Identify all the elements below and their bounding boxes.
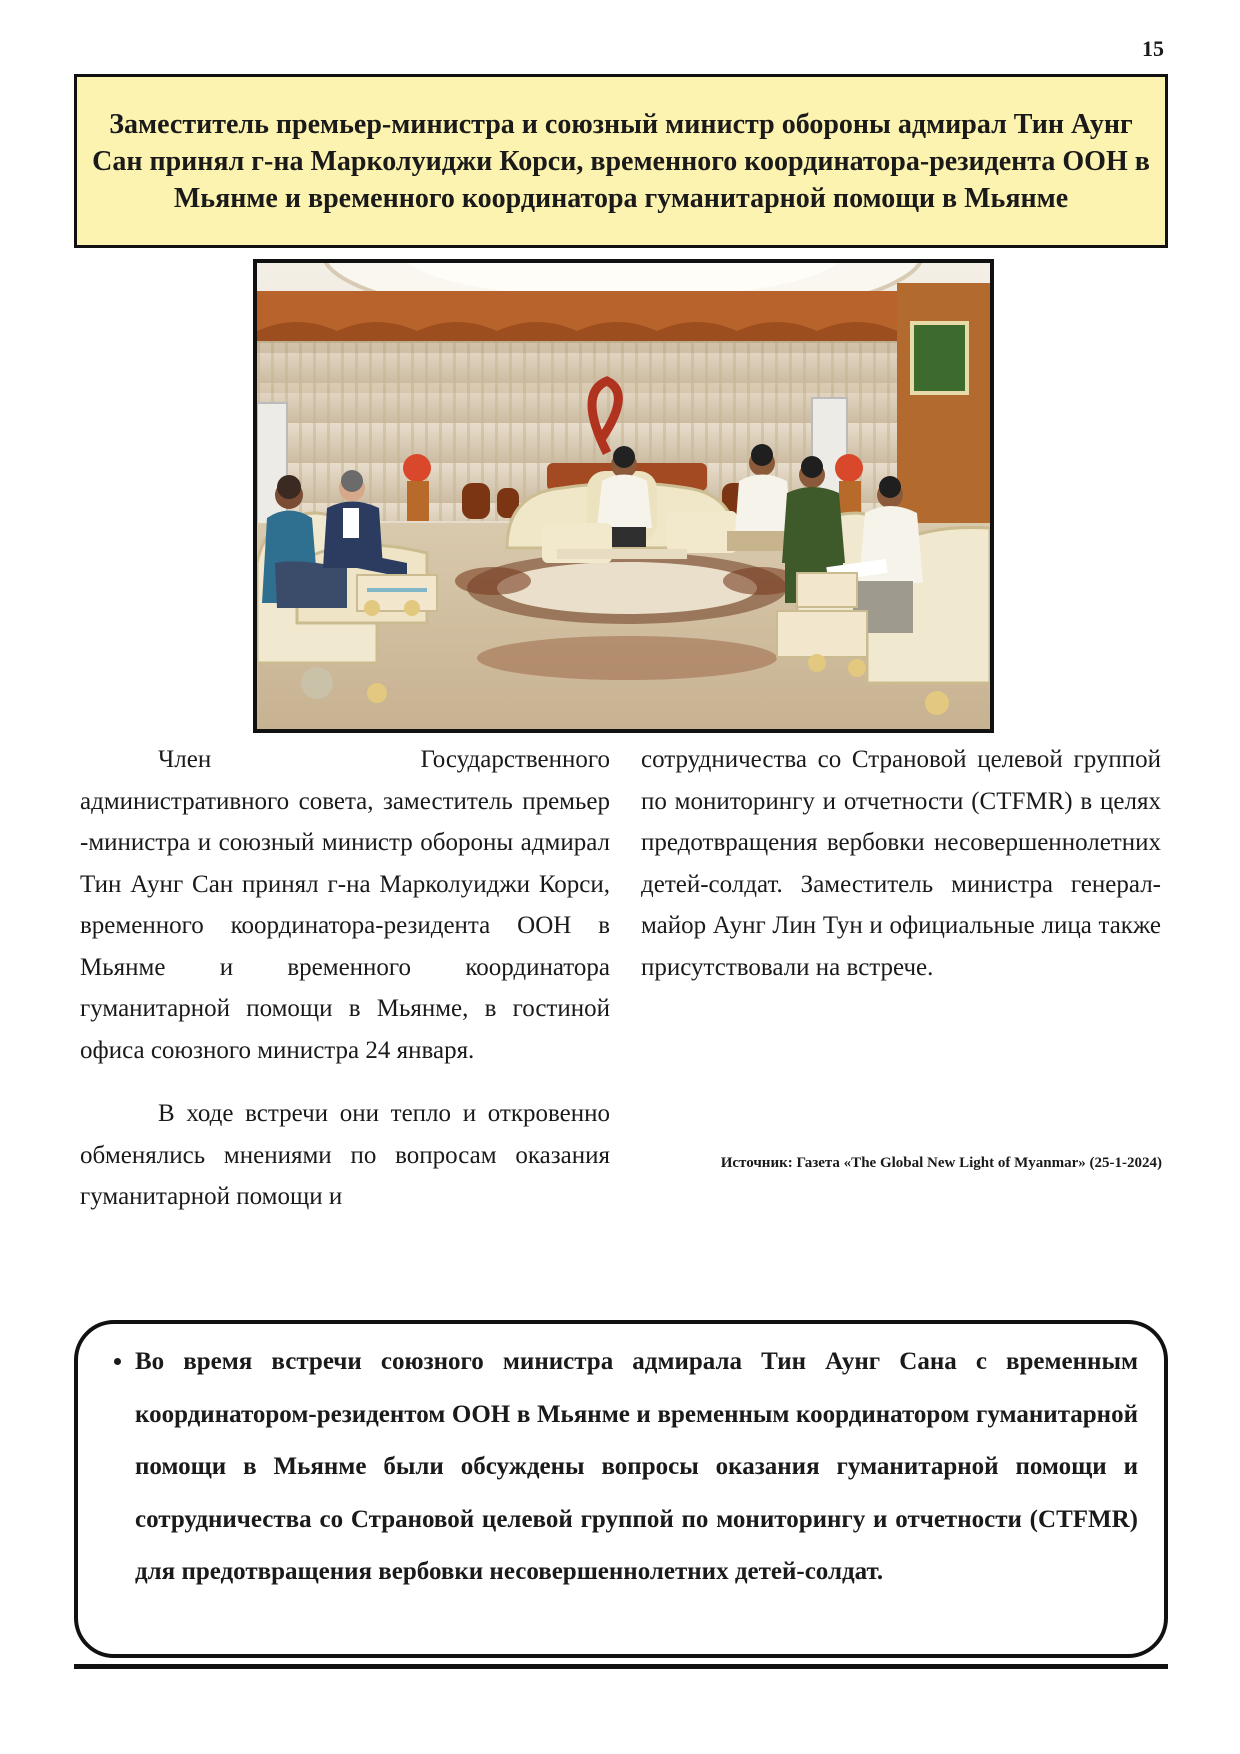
article-paragraph-1: Член Государственного административного совета, заместитель премьер -министра и союзный министр обороны адмирал Тин Аунг Сан принял г-на Марколуиджи Корси, временного координатора-резидента ООН в Мьянме и временного координатора гуманитарной помощи в Мьянме, в гостиной офиса союзного министра 24 января. [80, 746, 610, 1064]
page-number: 15 [1142, 36, 1164, 61]
article-left-column [80, 739, 610, 1218]
source-citation: Источник: Газета «The Global New Light of Myanmar» (25-1-2024) [720, 1155, 1162, 1171]
summary-list [78, 1324, 1164, 1599]
headline-box [74, 74, 1168, 248]
summary-box [74, 1320, 1168, 1658]
article-right-column [641, 739, 1161, 988]
headline: Заместитель премьер-министра и союзный министр обороны адмирал Тин Аунг Сан принял г-на Марколуиджи Корси, временного координатора-резидента ООН в Мьянме и временного координатора гуманитарной помощи в Мьянме [92, 108, 1150, 214]
bottom-rule [74, 1664, 1168, 1669]
article-paragraph-3: сотрудничества со Страновой целевой группой по мониторингу и отчетности (CTFMR) в целях предотвращения вербовки несовершеннолетних детей-солдат. Заместитель министра генерал-майор Аунг Лин Тун и официальные лица также присутствовали на встрече. [641, 746, 1161, 981]
summary-bullet: • Во время встречи союзного министра адмирала Тин Аунг Сана с временным координатором-резидентом ООН в Мьянме и временным координатором гуманитарной помощи в Мьянме были обсуждены вопросы оказания гуманитарной помощи и сотрудничества со Страновой целевой группой по мониторингу и отчетности (CTFMR) для предотвращения вербовки несовершеннолетних детей-солдат. [135, 1324, 1138, 1599]
meeting-photo-illustration [257, 263, 990, 729]
article-paragraph-2: В ходе встречи они тепло и откровенно обменялись мнениями по вопросам оказания гуманитарной помощи и [80, 1100, 610, 1210]
meeting-photo [253, 259, 994, 733]
